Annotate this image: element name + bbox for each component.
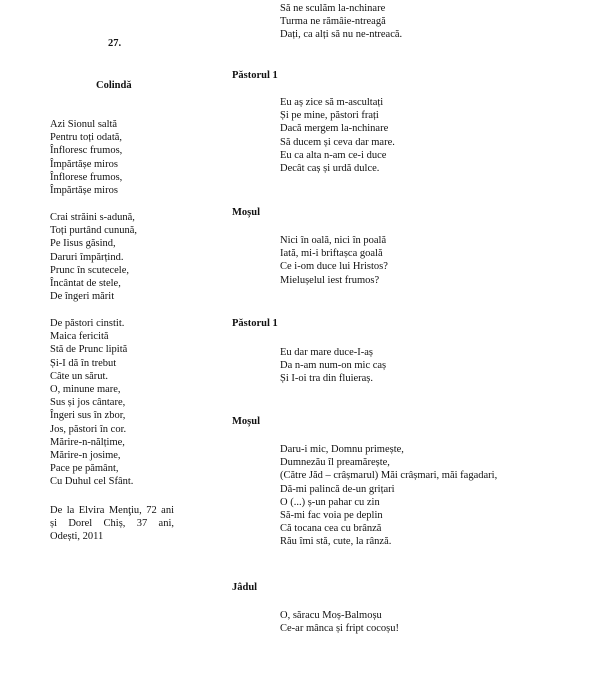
verse-line: Pace pe pământ, xyxy=(50,463,119,475)
speaker-verse xyxy=(280,96,395,175)
verse-line: Ce-ar mânca și fript cocoșu! xyxy=(280,623,399,635)
verse-line: Iată, mi-i briftașca goală xyxy=(280,248,383,260)
verse-line: Maica fericită xyxy=(50,331,109,343)
credit-line: Odești, 2011 xyxy=(50,531,104,543)
verse-line: Azi Sionul saltă xyxy=(50,119,118,130)
verse-line: Și-I dă în trebut xyxy=(50,357,117,369)
speaker-heading: Moșul xyxy=(232,416,261,427)
verse-line: O (...) ș-un pahar cu zin xyxy=(280,496,380,508)
speaker-verse xyxy=(280,346,386,386)
verse-line: Decât caș și urdă dulce. xyxy=(280,163,380,175)
song-title: Colindă xyxy=(96,80,132,91)
verse-line: Și pe mine, păstori frați xyxy=(280,110,379,122)
speaker-heading: Păstorul 1 xyxy=(232,318,278,329)
verse-line: Eu ca alta n-am ce-i duce xyxy=(280,149,387,161)
speaker-verse xyxy=(280,443,497,549)
verse-line: Jos, păstori în cor. xyxy=(50,423,127,435)
verse-line: Îngeri sus în zbor, xyxy=(50,410,126,422)
song-number: 27. xyxy=(108,38,122,49)
verse-line: Ce i-om duce lui Hristos? xyxy=(280,261,388,273)
verse-line: Sus și jos cântare, xyxy=(50,397,126,409)
verse-line: Să ne sculăm la-nchinare xyxy=(280,3,386,14)
stanza-3 xyxy=(50,317,210,489)
verse-line: Rău îmi stă, cute, la rânză. xyxy=(280,536,392,548)
verse-line: Să-mi fac voia pe deplin xyxy=(280,510,383,522)
speaker-heading: Păstorul 1 xyxy=(232,70,278,81)
verse-line: Mielușelul iest frumos? xyxy=(280,274,380,286)
credit-line: și Dorel Chiș, 37 ani, xyxy=(50,518,174,530)
credit-line: De la Elvira Menţiu, 72 ani xyxy=(50,505,174,516)
verse-line: Câte un sărut. xyxy=(50,370,109,382)
verse-line: Înflorese frumos, xyxy=(50,171,123,183)
verse-line: Toți purtând cunună, xyxy=(50,225,138,237)
verse-line: Mărire-n-nălțime, xyxy=(50,436,125,448)
verse-line: Dă-mi palincă de-un grițari xyxy=(280,483,395,495)
verse-line: Dumnezău îl preamărește, xyxy=(280,457,390,469)
verse-line: Pentru toți odată, xyxy=(50,132,123,144)
verse-line: Înfloresc frumos, xyxy=(50,145,123,157)
verse-line: Daru-i mic, Domnu primește, xyxy=(280,444,404,455)
verse-line: Nici în oală, nici în poală xyxy=(280,235,387,246)
verse-line: Împărtășe miros xyxy=(50,185,118,197)
verse-line: (Către Jăd – crâșmarul) Măi crâșmari, măi fagadari, xyxy=(280,470,498,482)
verse-line: O, minune mare, xyxy=(50,384,121,396)
verse-block-top xyxy=(280,2,402,42)
verse-line: Stă de Prunc lipită xyxy=(50,344,128,356)
verse-line: Că tocana cea cu brânză xyxy=(280,523,382,535)
verse-line: Crai străini s-adună, xyxy=(50,212,135,223)
verse-line: Mărire-n josime, xyxy=(50,450,121,462)
verse-line: Eu dar mare duce-I-aș xyxy=(280,347,373,358)
verse-line: Daruri împărțind. xyxy=(50,251,124,263)
verse-line: Da n-am num-on mic caș xyxy=(280,360,387,372)
verse-line: De îngeri mărit xyxy=(50,291,115,303)
verse-line: Eu aș zice să m-ascultați xyxy=(280,97,384,108)
verse-line: Prunc în scutecele, xyxy=(50,264,130,276)
verse-line: Dacă mergem la-nchinare xyxy=(280,123,389,135)
source-credit xyxy=(50,504,174,544)
verse-line: Turma ne rămâie-ntreagă xyxy=(280,16,386,28)
verse-line: O, săracu Moș-Balmoșu xyxy=(280,610,382,621)
verse-line: Să ducem și ceva dar mare. xyxy=(280,136,395,148)
stanza-2 xyxy=(50,211,210,303)
verse-line: Și I-oi tra din fluieraș. xyxy=(280,373,374,385)
verse-line: Împărtășe miros xyxy=(50,158,118,170)
speaker-heading: Jâdul xyxy=(232,582,258,593)
verse-line: De păstori cinstit. xyxy=(50,318,125,329)
verse-line: Pe Iisus găsind, xyxy=(50,238,116,250)
stanza-1 xyxy=(50,118,210,197)
verse-line: Încântat de stele, xyxy=(50,278,121,290)
speaker-heading: Moșul xyxy=(232,207,261,218)
verse-line: Cu Duhul cel Sfânt. xyxy=(50,476,134,488)
speaker-verse xyxy=(280,234,388,287)
verse-line: Dați, ca alți să nu ne-ntreacă. xyxy=(280,29,403,41)
speaker-verse xyxy=(280,609,399,635)
